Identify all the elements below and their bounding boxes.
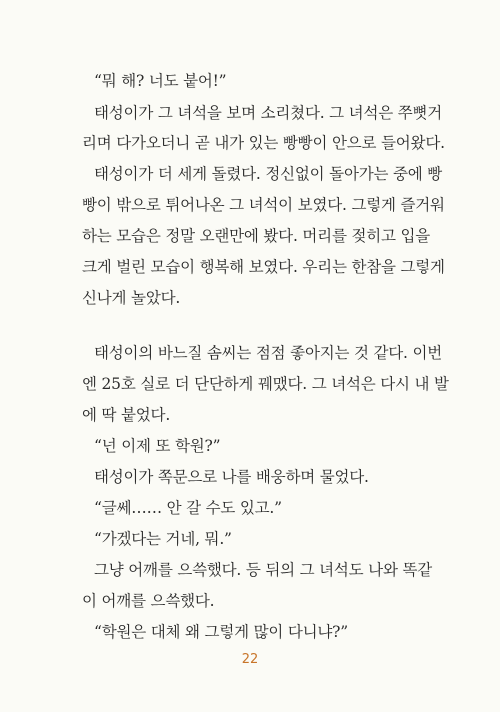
text-line: “학원은 대체 왜 그렇게 많이 다니냐?” bbox=[94, 623, 349, 641]
text-line: “가겠다는 거네, 뭐.” bbox=[94, 530, 232, 548]
text-line: 태성이의 바느질 솜씨는 점점 좋아지는 것 같다. 이번 bbox=[94, 344, 443, 362]
text-line: 태성이가 더 세게 돌렸다. 정신없이 돌아가는 중에 빵 bbox=[94, 165, 443, 183]
text-line: 크게 벌린 모습이 행복해 보였다. 우리는 한참을 그렇게 bbox=[82, 258, 445, 276]
text-line: 엔 25호 실로 더 단단하게 꿰맸다. 그 녀석은 다시 내 발 bbox=[82, 375, 449, 393]
text-line: 하는 모습은 정말 오랜만에 봤다. 머리를 젖히고 입을 bbox=[82, 227, 431, 245]
text-line: 빵이 밖으로 튀어나온 그 녀석이 보였다. 그렇게 즐거워 bbox=[82, 196, 445, 214]
text-line: “글쎄…… 안 갈 수도 있고.” bbox=[94, 499, 282, 517]
text-line: 에 딱 붙었다. bbox=[82, 406, 171, 424]
text-line: 신나게 놀았다. bbox=[82, 289, 181, 307]
text-line: 태성이가 그 녀석을 보며 소리쳤다. 그 녀석은 쭈뼛거 bbox=[94, 104, 443, 122]
text-line: 리며 다가오더니 곧 내가 있는 빵빵이 안으로 들어왔다. bbox=[82, 134, 445, 152]
text-line: 태성이가 쪽문으로 나를 배웅하며 물었다. bbox=[94, 468, 369, 486]
text-line: “뭐 해? 너도 붙어!” bbox=[94, 72, 227, 90]
text-line: 이 어깨를 으쓱했다. bbox=[82, 592, 215, 610]
text-line: 그냥 어깨를 으쓱했다. 등 뒤의 그 녀석도 나와 똑같 bbox=[94, 561, 433, 579]
page-number: 22 bbox=[241, 652, 259, 667]
text-line: “넌 이제 또 학원?” bbox=[94, 437, 221, 455]
